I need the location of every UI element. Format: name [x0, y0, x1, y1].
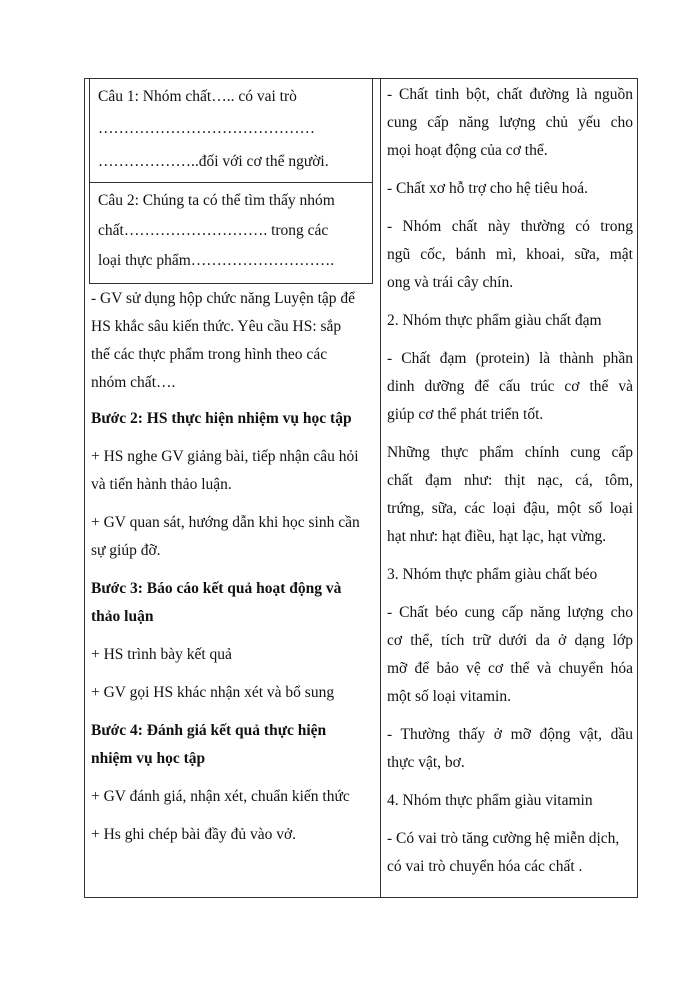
content-line: ong và trái cây chín.	[387, 274, 514, 291]
content-line: một số loại vitamin.	[387, 688, 511, 705]
question-2-line: loại thực phẩm……………………….	[98, 252, 335, 269]
content-line: 3. Nhóm thực phẩm giàu chất béo	[387, 566, 598, 583]
content-line: ngũ cốc, bánh mì, khoai, sữa, mật	[387, 246, 633, 263]
question-1-box	[89, 79, 373, 183]
instruction-line: thế các thực phẩm trong hình theo các	[91, 346, 328, 363]
step-4-heading: nhiệm vụ học tập	[91, 750, 206, 767]
step-2-item: + GV quan sát, hướng dẫn khi học sinh cần	[91, 514, 360, 531]
question-2-box	[89, 182, 373, 284]
content-line: dinh dưỡng để cấu trúc cơ thể và	[387, 378, 633, 395]
step-3-heading: Bước 3: Báo cáo kết quả hoạt động và	[91, 580, 342, 597]
instruction-line: - GV sử dụng hộp chức năng Luyện tập để	[91, 290, 356, 307]
content-line: cung cấp năng lượng chủ yếu cho	[387, 114, 633, 131]
content-line: mỡ để bảo vệ cơ thể và chuyển hóa	[387, 660, 633, 677]
step-4-item: + Hs ghi chép bài đầy đủ vào vở.	[91, 826, 297, 843]
instruction-line: HS khắc sâu kiến thức. Yêu cầu HS: sắp	[91, 318, 342, 335]
content-line: - Chất xơ hỗ trợ cho hệ tiêu hoá.	[387, 180, 589, 197]
content-line: - Có vai trò tăng cường hệ miễn dịch,	[387, 830, 620, 847]
question-2-line: Câu 2: Chúng ta có thể tìm thấy nhóm	[98, 192, 335, 209]
question-2-line: chất………………………. trong các	[98, 222, 329, 239]
content-line: - Chất béo cung cấp năng lượng cho	[387, 604, 633, 621]
lesson-table	[84, 78, 638, 898]
content-line: - Nhóm chất này thường có trong	[387, 218, 633, 235]
content-line: - Chất đạm (protein) là thành phần	[387, 350, 633, 367]
question-1-line: ……………………………………	[98, 120, 315, 137]
column-divider	[380, 79, 381, 897]
content-line: mọi hoạt động của cơ thể.	[387, 142, 548, 159]
content-line: Những thực phẩm chính cung cấp	[387, 444, 633, 461]
content-line: có vai trò chuyển hóa các chất .	[387, 858, 583, 875]
question-1-line: ………………..đối với cơ thể người.	[98, 153, 329, 170]
step-2-item: và tiến hành thảo luận.	[91, 476, 232, 493]
content-line: - Chất tinh bột, chất đường là nguồn	[387, 86, 633, 103]
step-2-item: sự giúp đỡ.	[91, 542, 161, 559]
content-line: chất đạm như: thịt nạc, cá, tôm,	[387, 472, 633, 489]
question-1-line: Câu 1: Nhóm chất….. có vai trò	[98, 88, 297, 105]
content-line: hạt như: hạt điều, hạt lạc, hạt vừng.	[387, 528, 607, 545]
step-4-heading: Bước 4: Đánh giá kết quả thực hiện	[91, 722, 327, 739]
content-line: 4. Nhóm thực phẩm giàu vitamin	[387, 792, 593, 809]
step-2-heading: Bước 2: HS thực hiện nhiệm vụ học tập	[91, 410, 352, 427]
instruction-line: nhóm chất….	[91, 374, 176, 391]
content-line: trứng, sữa, các loại đậu, một số loại	[387, 500, 633, 517]
step-3-heading: thảo luận	[91, 608, 154, 625]
content-line: 2. Nhóm thực phẩm giàu chất đạm	[387, 312, 602, 329]
content-line: - Thường thấy ở mỡ động vật, dầu	[387, 726, 633, 743]
step-3-item: + GV gọi HS khác nhận xét và bổ sung	[91, 684, 335, 701]
content-line: giúp cơ thể phát triển tốt.	[387, 406, 544, 423]
content-line: cơ thể, tích trữ dưới da ở dạng lớp	[387, 632, 633, 649]
step-2-item: + HS nghe GV giảng bài, tiếp nhận câu hỏi	[91, 448, 359, 465]
step-3-item: + HS trình bày kết quả	[91, 646, 232, 663]
content-line: thực vật, bơ.	[387, 754, 465, 771]
step-4-item: + GV đánh giá, nhận xét, chuẩn kiến thức	[91, 788, 350, 805]
